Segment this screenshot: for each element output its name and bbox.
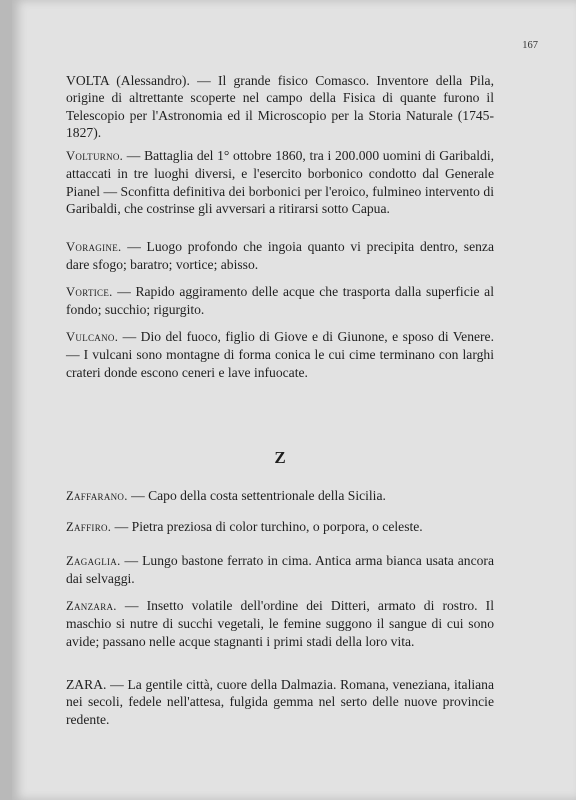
headword: Vortice. xyxy=(66,285,113,299)
entry-zara xyxy=(66,676,494,728)
definition: — Insetto volatile dell'ordine dei Ditteri, armato di rostro. Il maschio si nutre di succhi vegetali, le femine suggono il sangue di cui sono avide; passano nelle acque stagnanti i primi stadi della loro vita. xyxy=(66,598,494,649)
definition: — Capo della costa settentrionale della Sicilia. xyxy=(127,488,386,503)
definition: — Rapido aggiramento delle acque che trasporta dalla superficie al fondo; succhio; rigurgito. xyxy=(66,284,494,318)
definition: — Battaglia del 1° ottobre 1860, tra i 200.000 uomini di Garibaldi, attaccati in tre luoghi diversi, e l'esercito borbonico condotto dal Generale Pianel — Sconfitta definitiva dei borbonici per l'eroico, fulmineo intervento di Garibaldi, che costrinse gli avversari a ritirarsi sotto Capua. xyxy=(66,148,494,217)
headword: Zaffiro. xyxy=(66,520,112,534)
entry-volta xyxy=(66,72,494,142)
entry-vortice xyxy=(66,283,494,319)
headword: Zanzara. xyxy=(66,599,117,613)
headword: Vulcano. xyxy=(66,330,119,344)
headword: Zagaglia. xyxy=(66,554,121,568)
entry-voragine xyxy=(66,238,494,274)
definition: — Lungo bastone ferrato in cima. Antica arma bianca usata ancora dai selvaggi. xyxy=(66,553,494,587)
entry-zanzara xyxy=(66,597,494,650)
page-number: 167 xyxy=(522,40,538,51)
definition: — Dio del fuoco, figlio di Giove e di Giunone, e sposo di Venere. — I vulcani sono montagne di forma conica le cui cime terminano con larghi crateri donde escono ceneri e lave infuocate. xyxy=(66,329,494,380)
headword: VOLTA xyxy=(66,73,109,88)
definition: — Pietra preziosa di color turchino, o porpora, o celeste. xyxy=(111,519,423,534)
entry-zagaglia xyxy=(66,552,494,588)
definition: (Alessandro). — Il grande fisico Comasco. Inventore della Pila, origine di altrettante scoperte nel campo della Fisica di quante furono il Telescopio per l'Astronomia ed il Microscopio per la Storia Naturale (1745-1827). xyxy=(66,73,494,141)
entry-vulcano xyxy=(66,328,494,381)
headword: Voragine. xyxy=(66,240,122,254)
definition: . — La gentile città, cuore della Dalmazia. Romana, veneziana, italiana nei secoli, fedele nell'attesa, fulgida gemma nel serto delle nuove provincie redente. xyxy=(66,677,494,727)
book-page xyxy=(12,0,576,800)
definition: — Luogo profondo che ingoia quanto vi precipita dentro, senza dare sfogo; baratro; vortice; abisso. xyxy=(66,239,494,273)
entry-zaffiro xyxy=(66,518,423,536)
entry-volturno xyxy=(66,147,494,218)
headword: Zaffarano. xyxy=(66,489,128,503)
section-letter: Z xyxy=(274,448,286,467)
headword: ZARA xyxy=(66,677,104,692)
headword: Volturno. xyxy=(66,149,124,163)
entry-zaffarano xyxy=(66,487,386,505)
